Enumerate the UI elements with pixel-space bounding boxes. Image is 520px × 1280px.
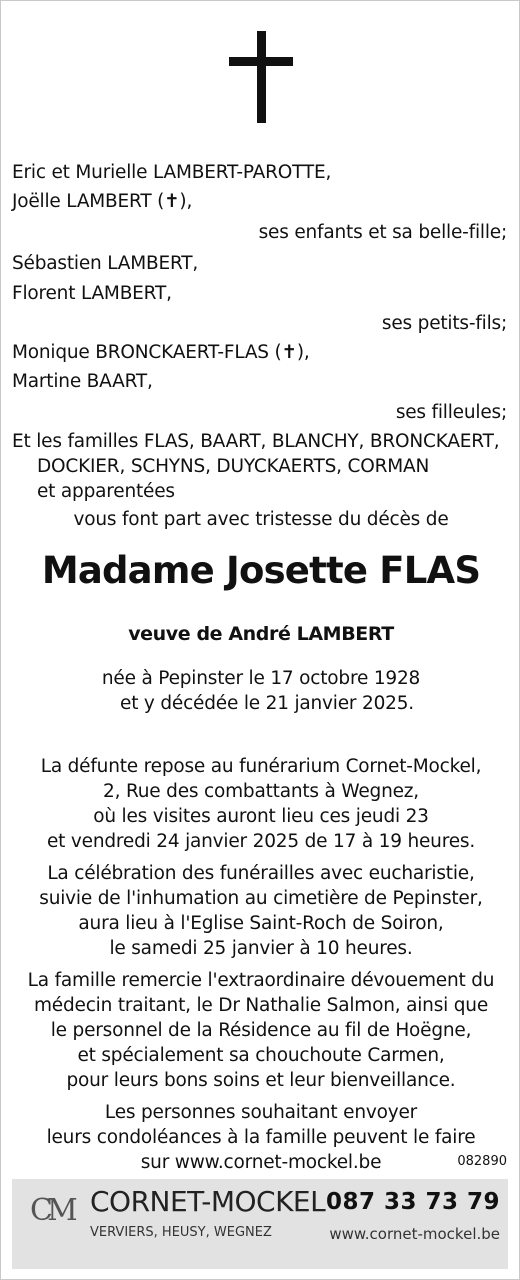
family-line: Sébastien LAMBERT,	[12, 253, 199, 274]
family-line: DOCKIER, SCHYNS, DUYCKAERTS, CORMAN	[37, 456, 430, 477]
widow-of: veuve de André LAMBERT	[128, 623, 394, 645]
birth-line: née à Pepinster le 17 octobre 1928	[101, 668, 421, 689]
funeral-home-name: CORNET-MOCKEL	[90, 1185, 326, 1218]
paragraph-line: médecin traitant, le Dr Nathalie Salmon, ainsi que	[33, 995, 489, 1016]
paragraph-line: pour leurs bons soins et leur bienveillance.	[66, 1070, 456, 1091]
paragraph-line: le samedi 25 janvier à 10 heures.	[109, 938, 413, 959]
cross-icon	[229, 31, 293, 123]
funeral-home-logo: CM	[30, 1193, 72, 1228]
deceased-name: Madame Josette FLAS	[41, 549, 481, 592]
announcement-line: vous font part avec tristesse du décès de	[73, 509, 449, 530]
paragraph-line: où les visites auront lieu ces jeudi 23	[93, 806, 429, 827]
paragraph-line: aura lieu à l'Eglise Saint-Roch de Soiron,	[78, 913, 444, 934]
paragraph-line: et vendredi 24 janvier 2025 de 17 à 19 heures.	[47, 831, 475, 852]
funeral-home-banner	[12, 1179, 508, 1269]
funeral-home-website: www.cornet-mockel.be	[329, 1225, 500, 1243]
paragraph-line: La défunte repose au funérarium Cornet-Mockel,	[40, 756, 482, 777]
family-line: Martine BAART,	[12, 371, 153, 392]
relation-line: ses filleules;	[395, 402, 507, 423]
family-line: Monique BRONCKAERT-FLAS (✝),	[12, 342, 310, 363]
paragraph-line: 2, Rue des combattants à Wegnez,	[103, 781, 419, 802]
paragraph-line: Les personnes souhaitant envoyer	[104, 1102, 418, 1123]
family-line: Eric et Murielle LAMBERT-PAROTTE,	[12, 162, 332, 183]
funeral-home-towns: VERVIERS, HEUSY, WEGNEZ	[90, 1225, 272, 1240]
paragraph-line: suivie de l'inhumation au cimetière de Pepinster,	[39, 888, 483, 909]
family-line: Florent LAMBERT,	[12, 283, 172, 304]
paragraph-line: leurs condoléances à la famille peuvent le faire	[46, 1127, 476, 1148]
family-line: Et les familles FLAS, BAART, BLANCHY, BRONCKAERT,	[12, 431, 500, 452]
paragraph-line: et spécialement sa chouchoute Carmen,	[77, 1045, 445, 1066]
family-line: et apparentées	[37, 481, 175, 502]
paragraph-line: La famille remercie l'extraordinaire dévouement du	[27, 970, 495, 991]
paragraph-line: le personnel de la Résidence au fil de Hoëgne,	[50, 1020, 472, 1041]
funeral-home-phone: 087 33 73 79	[325, 1189, 500, 1215]
death-line: et y décédée le 21 janvier 2025.	[120, 693, 414, 714]
paragraph-line: La célébration des funérailles avec eucharistie,	[47, 863, 475, 884]
relation-line: ses petits-fils;	[381, 313, 507, 334]
family-line: Joëlle LAMBERT (✝),	[12, 191, 193, 212]
paragraph-line: sur www.cornet-mockel.be	[140, 1152, 382, 1173]
reference-number: 082890	[457, 1154, 507, 1169]
relation-line: ses enfants et sa belle-fille;	[258, 222, 507, 243]
